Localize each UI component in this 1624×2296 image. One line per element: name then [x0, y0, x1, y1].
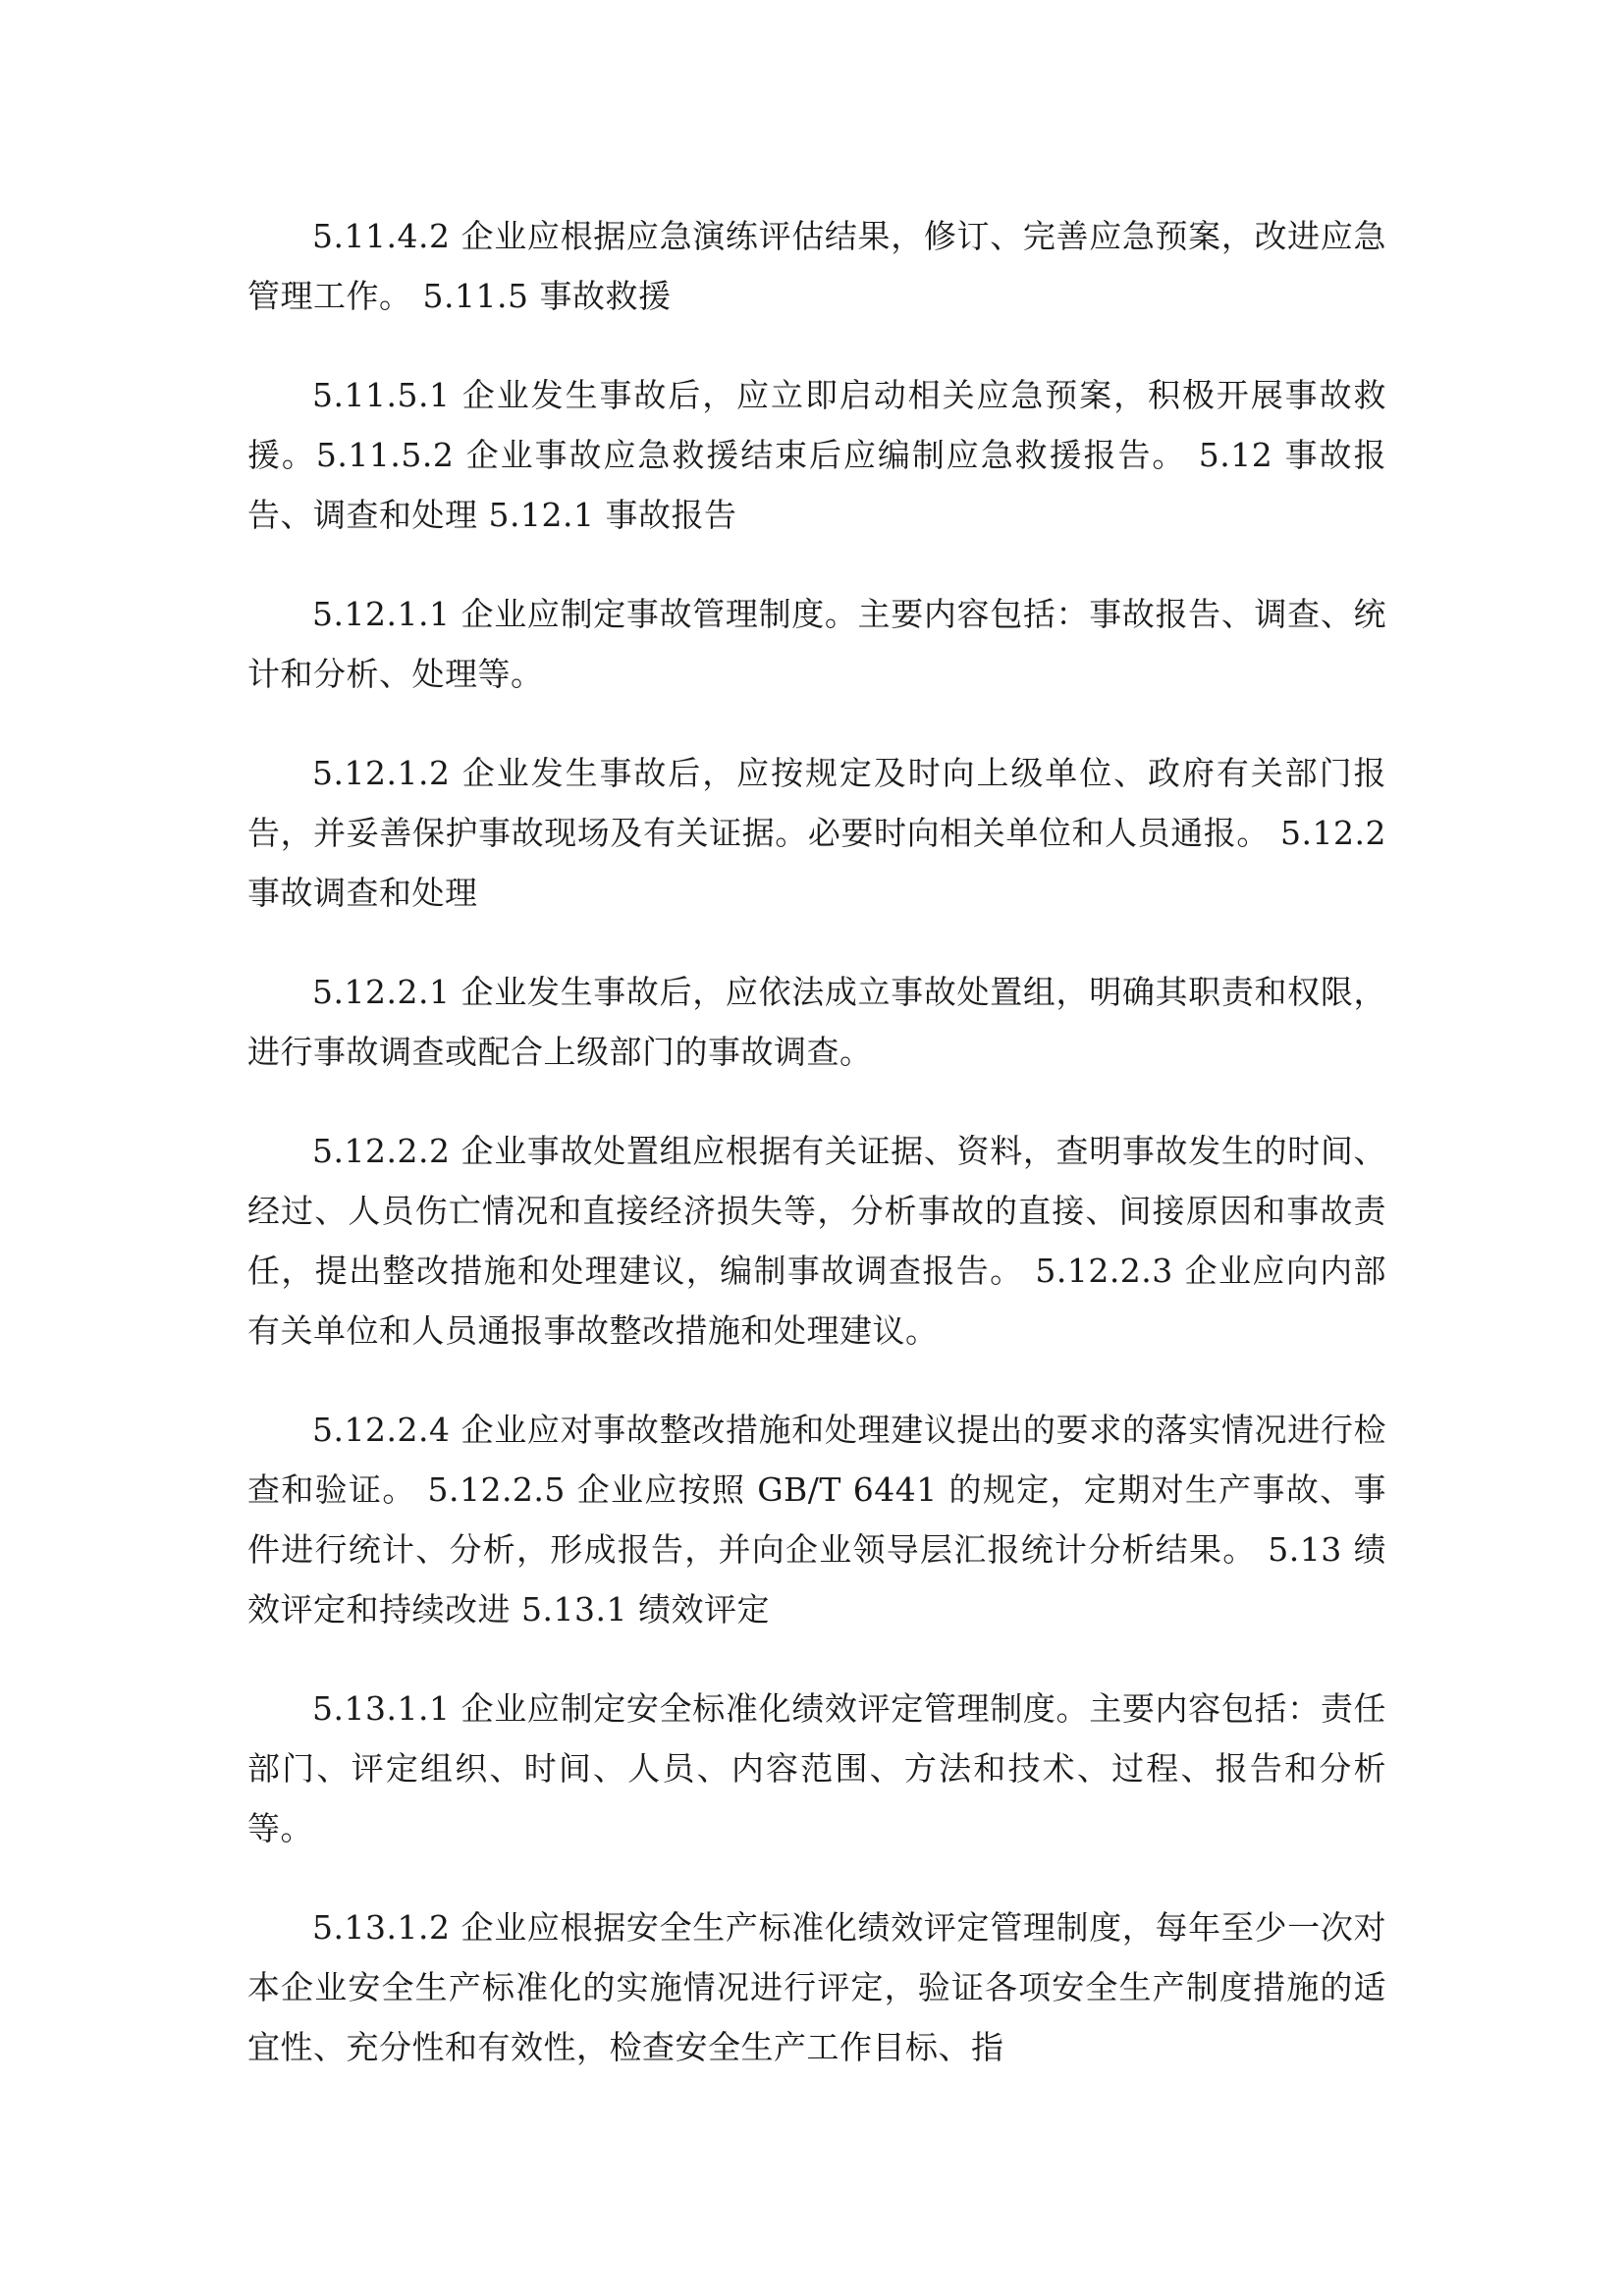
paragraph-5-11-4-2: 5.11.4.2 企业应根据应急演练评估结果，修订、完善应急预案，改进应急管理工作。 5.11.5 事故救援: [247, 217, 1386, 315]
paragraph-5-12-1-1: 5.12.1.1 企业应制定事故管理制度。主要内容包括：事故报告、调查、统计和分析、处理等。: [247, 595, 1386, 693]
paragraph-5-12-2-2: 5.12.2.2 企业事故处置组应根据有关证据、资料，查明事故发生的时间、经过、人员伤亡情况和直接经济损失等，分析事故的直接、间接原因和事故责任，提出整改措施和处理建议，编制事故调查报告。 5.12.2.3 企业应向内部有关单位和人员通报事故整改措施和处理建议。: [247, 1132, 1386, 1350]
paragraph-5-12-2-4: 5.12.2.4 企业应对事故整改措施和处理建议提出的要求的落实情况进行检查和验证。 5.12.2.5 企业应按照 GB/T 6441 的规定，定期对生产事故、事件进行统计、分析，形成报告，并向企业领导层汇报统计分析结果。 5.13 绩效评定和持续改进 5.13.1 绩效评定: [247, 1411, 1386, 1629]
paragraph-5-13-1-1: 5.13.1.1 企业应制定安全标准化绩效评定管理制度。主要内容包括：责任部门、评定组织、时间、人员、内容范围、方法和技术、过程、报告和分析等。: [247, 1689, 1386, 1847]
paragraph-5-12-2-1: 5.12.2.1 企业发生事故后，应依法成立事故处置组，明确其职责和权限，进行事故调查或配合上级部门的事故调查。: [247, 973, 1386, 1071]
paragraph-5-11-5-1: 5.11.5.1 企业发生事故后，应立即启动相关应急预案，积极开展事故救援。5.11.5.2 企业事故应急救援结束后应编制应急救援报告。 5.12 事故报告、调查和处理 5.12.1 事故报告: [247, 376, 1386, 534]
paragraph-5-12-1-2: 5.12.1.2 企业发生事故后，应按规定及时向上级单位、政府有关部门报告，并妥善保护事故现场及有关证据。必要时向相关单位和人员通报。 5.12.2 事故调查和处理: [247, 754, 1386, 912]
document-page: [247, 206, 1386, 2116]
paragraph-5-13-1-2: 5.13.1.2 企业应根据安全生产标准化绩效评定管理制度，每年至少一次对本企业安全生产标准化的实施情况进行评定，验证各项安全生产制度措施的适宜性、充分性和有效性，检查安全生产工作目标、指: [247, 1908, 1386, 2066]
